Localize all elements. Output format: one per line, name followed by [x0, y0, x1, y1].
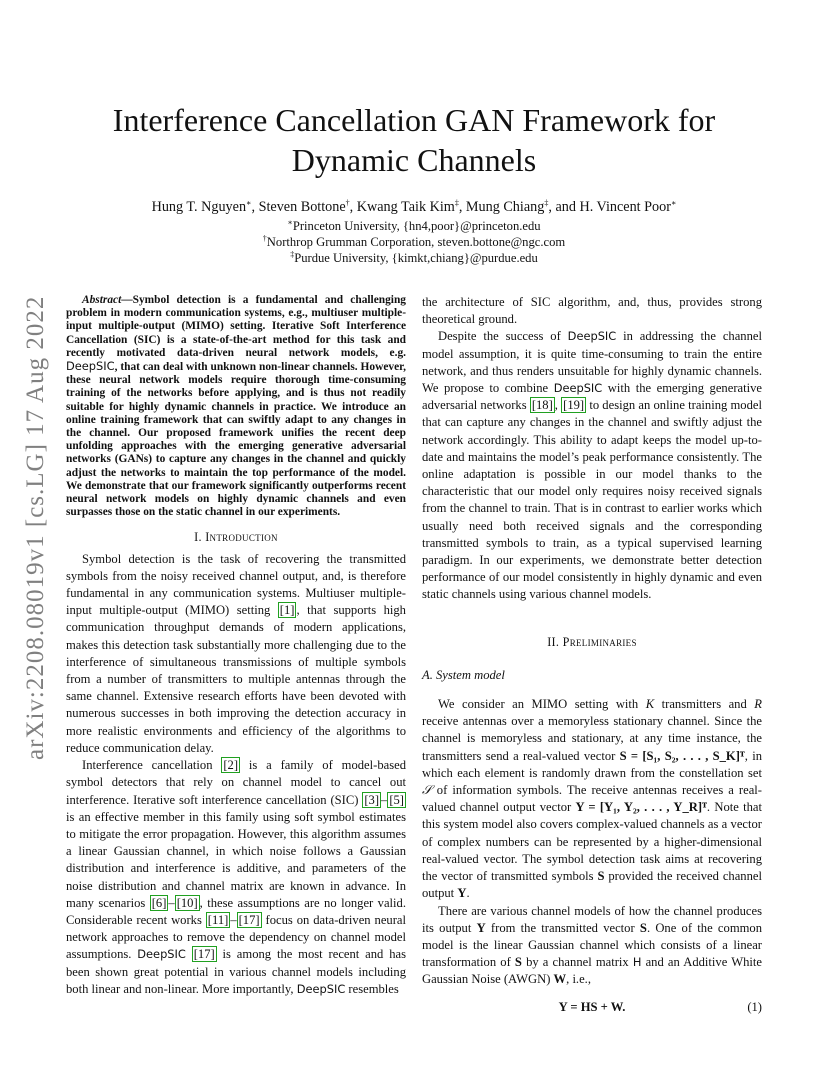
- body-text: Interference cancellation: [82, 758, 222, 773]
- body-text: is a family of model-based symbol detectors that rely on channel model to cancel out interference. Iterative soft interference cancellation (SIC): [66, 758, 406, 807]
- section-heading-preliminaries: II. Preliminaries: [547, 634, 637, 649]
- title-line-2: Dynamic Channels: [291, 142, 537, 178]
- affiliation-text: Purdue University, {kimkt,chiang}@purdue.edu: [294, 251, 538, 265]
- arxiv-identifier-stamp: arXiv:2208.08019v1 [cs.LG] 17 Aug 2022: [22, 295, 49, 760]
- citation-link[interactable]: [19]: [563, 398, 585, 413]
- body-text: transmitters and: [654, 697, 755, 712]
- equation-number: (1): [747, 999, 762, 1014]
- author-name: Mung Chiang: [465, 199, 545, 215]
- math-symbol: S: [597, 869, 605, 884]
- affiliation-line: [80, 250, 748, 266]
- math-symbol: S: [514, 955, 522, 970]
- section-heading-introduction: I. Introduction: [194, 530, 278, 545]
- affiliation-mark: ∗: [246, 198, 252, 208]
- math-symbol: Y: [476, 920, 486, 935]
- citation-link[interactable]: [18]: [531, 398, 553, 413]
- citation-link[interactable]: [6]: [151, 895, 167, 910]
- subsection-heading-system-model: A. System model: [422, 667, 505, 682]
- body-text: receive antennas over a memoryless stationary channel. Since the channel is memoryless and stationary, at any time instance, the transmitters send a real-valued vector: [422, 714, 762, 763]
- body-text: –: [381, 792, 388, 807]
- affiliation-mark: ‡: [544, 198, 549, 208]
- intro-paragraph-3: [422, 328, 762, 603]
- body-text: with the emerging generative adversarial networks: [422, 381, 762, 413]
- abstract-label: Abstract: [82, 294, 122, 306]
- body-text: , in which each element is randomly drawn from the constellation set: [422, 748, 763, 780]
- math-expression: S = [S₁, S₂, . . . , S_K]ᵀ: [619, 748, 745, 763]
- deepsic-term: DeepSIC: [567, 329, 617, 344]
- body-text: by a channel matrix: [521, 955, 633, 970]
- abstract-text: Symbol detection is a fundamental and challenging problem in modern communication systems, e.g., multiuser multiple-input multiple-output (MIMO) setting. Iterative Soft Interference Cancellation (SIC) is a state-of-the-art method for this task and recently motivated data-driven neural network models, e.g.: [66, 294, 406, 359]
- citation-link[interactable]: [3]: [364, 792, 380, 807]
- affiliation-mark: †: [262, 233, 267, 243]
- affiliation-mark: ∗: [287, 217, 293, 227]
- citation-link[interactable]: [11]: [207, 912, 229, 927]
- affiliation-text: Northrop Grumman Corporation, steven.bottone@ngc.com: [266, 235, 566, 249]
- body-text: ,: [554, 398, 562, 413]
- body-text: We consider an MIMO setting with: [438, 697, 646, 712]
- author-name: Hung T. Nguyen: [151, 199, 247, 215]
- paper-title: [80, 100, 748, 180]
- author-name: and H. Vincent Poor: [555, 199, 671, 215]
- equation-1: [422, 999, 762, 1019]
- affiliation-text: Princeton University, {hn4,poor}@princeton.edu: [292, 219, 541, 233]
- math-symbol: S: [639, 920, 647, 935]
- body-text: and an Additive White Gaussian Noise (AWGN): [422, 955, 762, 987]
- math-symbol: H: [632, 955, 642, 970]
- citation-link[interactable]: [17]: [238, 912, 260, 927]
- title-line-1: Interference Cancellation GAN Framework for: [112, 102, 716, 138]
- deepsic-term: DeepSIC: [296, 981, 346, 996]
- body-text: resembles: [345, 981, 399, 996]
- intro-paragraph-2: [66, 757, 406, 998]
- deepsic-term: DeepSIC: [137, 947, 186, 962]
- body-text: –: [230, 912, 237, 927]
- math-symbol: K: [645, 697, 655, 712]
- abstract-dash: —: [121, 294, 133, 306]
- body-text: . Note that this system model also covers complex-valued channels as a vector of complex numbers can be represented by a higher-dimensional real-valued vector. The symbol detection task aims at recovering the vector of transmitted symbols: [422, 800, 762, 884]
- author-name: Steven Bottone: [258, 199, 346, 215]
- math-symbol: R: [754, 697, 762, 712]
- citation-link[interactable]: [10]: [176, 895, 198, 910]
- body-text: of information symbols. The receive antennas receives a real-valued channel output vector: [422, 783, 762, 815]
- affiliation-mark: ∗: [670, 198, 677, 208]
- intro-paragraph-1: [66, 551, 406, 757]
- affiliation-line: [80, 234, 748, 250]
- author-list: Hung T. Nguyen∗, Steven Bottone†, Kwang Taik Kim‡, Mung Chiang‡, and H. Vincent Poor∗: [151, 198, 677, 215]
- deepsic-term: DeepSIC: [66, 359, 115, 374]
- body-text: in addressing the channel model assumption, it is quite time-consuming to train the entire network, and thus renders unsuitable for highly dynamic channels. We propose to combine: [422, 329, 762, 396]
- math-symbol: 𝒮: [422, 783, 432, 798]
- citation-link[interactable]: [1]: [279, 603, 295, 618]
- affiliation-mark: †: [345, 198, 350, 208]
- citation-link[interactable]: [17]: [193, 947, 215, 962]
- intro-paragraph-continued: the architecture of SIC algorithm, and, thus, provides strong theoretical ground.: [422, 295, 762, 327]
- right-column: [422, 294, 762, 1019]
- body-text: , i.e.,: [566, 972, 591, 987]
- affiliation-mark: ‡: [454, 198, 459, 208]
- abstract: [66, 294, 406, 519]
- math-symbol: W: [553, 972, 567, 987]
- body-text: , that supports high communication throughput demands of modern applications, makes this detection task substantially more challenging due to the interference of simultaneous transmissions of multiple symbols from a number of transmitters to multiple antennas through the same channel. Extensive research efforts have been devoted with numerous successes in both improving the detection accuracy in more realistic environments and efficiency of the algorithms to reduce communication delay.: [66, 603, 406, 755]
- body-text: Despite the success of: [438, 329, 568, 344]
- body-text: Symbol detection is the task of recovering the transmitted symbols from the noisy received channel output, and, is therefore fundamental in any communication systems. Multiuser multiple-input multiple-output (MIMO) setting: [66, 551, 406, 618]
- body-text: . One of the common model is the linear Gaussian channel which consists of a linear transformation of: [422, 920, 763, 970]
- author-name: Kwang Taik Kim: [356, 199, 455, 215]
- system-model-paragraph-2: [422, 903, 762, 989]
- affiliation-line: [80, 218, 748, 234]
- math-symbol: Y: [457, 886, 467, 901]
- system-model-paragraph-1: [422, 696, 762, 902]
- affiliation-mark: ‡: [290, 249, 295, 259]
- deepsic-term: DeepSIC: [553, 381, 603, 396]
- body-text: from the transmitted vector: [485, 920, 640, 935]
- body-text: is an effective member in this family using soft symbol estimates to mitigate the error propagation. However, this algorithm assumes a linear Gaussian channel, in which noise follows a Gaussian distribution and interference is additive, and parameters of the noise distribution and channel matrix are known in advance. In many scenarios: [66, 809, 406, 910]
- body-text: .: [466, 886, 470, 901]
- citation-link[interactable]: [5]: [389, 792, 404, 807]
- body-text: –: [168, 895, 175, 910]
- left-column: [66, 294, 406, 998]
- body-text: to design an online training model that can capture any changes in the channel and swiftly adjust the network accordingly. This ability to adapt keeps the model up-to-date and maintains the model’s peak performance consistently. The online adaptation is possible in our model thanks to the characteristic that our model only requires noisy received signals from the channel to train. That is in contrast to earlier works which usually need both received signals and the corresponding transmitted symbols to train, as a typical supervised learning paradigm. In our experiments, we demonstrate better detection performance of our model consistently in highly dynamic and even static channels using various channel models.: [422, 398, 762, 602]
- body-text: provided the received channel output: [422, 869, 762, 901]
- body-text: , these assumptions are no longer valid. Considerable recent works: [66, 895, 406, 927]
- abstract-text: , that can deal with unknown non-linear channels. However, these neural network models require thorough time-consuming training of the networks before applying, and is thus not readily suitable for highly dynamic channels in practice. We introduce an online training framework that can swiftly adapt to any changes in the channel. Our proposed framework unifies the recent deep unfolding approaches with the emerging generative adversarial networks (GANs) to capture any changes in the channel and quickly adjust the networks to maintain the top performance of the model. We demonstrate that our framework significantly outperforms recent neural network models on highly dynamic channels and even surpasses those on the static channel in our experiments.: [66, 361, 406, 519]
- math-expression: Y = [Y₁, Y₂, . . . , Y_R]ᵀ: [575, 800, 707, 815]
- citation-link[interactable]: [2]: [223, 758, 239, 773]
- body-text: is among the most recent and has been shown great potential in various channel models including both linear and non-linear. More importantly,: [66, 947, 406, 996]
- body-text: focus on data-driven neural network approaches to remove the dependency on channel model assumptions.: [66, 912, 407, 962]
- equation-body: Y = HS + W.: [558, 999, 626, 1014]
- body-text: There are various channel models of how the channel produces its output: [422, 903, 762, 935]
